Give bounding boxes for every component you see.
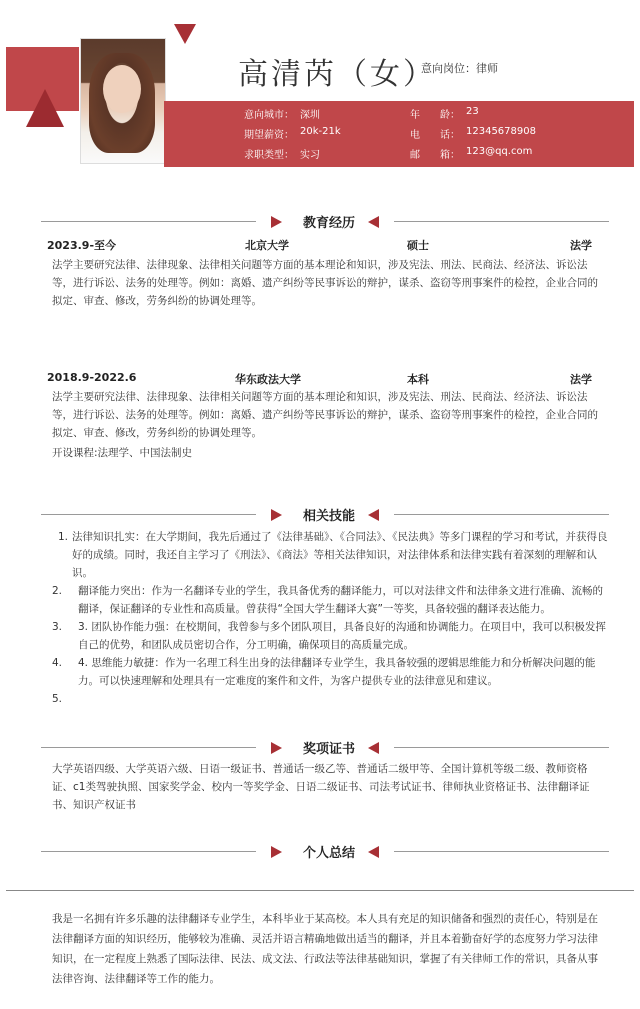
section-rule-left bbox=[41, 221, 256, 222]
candidate-name: 高清芮（女） bbox=[238, 57, 436, 92]
edu-major: 法学 bbox=[570, 373, 592, 386]
skill-number: 1. bbox=[58, 531, 69, 543]
skill-text: 3. 团队协作能力强：在校期间，我曾参与多个团队项目，具备良好的沟通和协调能力。在项目中，我可以积极发挥自己的优势，和团队成员密切合作，分工明确，确保项目的高质量完成。 bbox=[78, 621, 606, 651]
skill-item bbox=[52, 582, 612, 618]
edu-degree: 硕士 bbox=[407, 239, 429, 252]
phone-value: 12345678908 bbox=[466, 126, 536, 137]
email-value: 123@qq.com bbox=[466, 146, 533, 157]
section-title: 奖项证书 bbox=[302, 742, 355, 757]
triangle-left-icon bbox=[368, 742, 379, 754]
skill-item bbox=[52, 618, 612, 654]
info-row-3 bbox=[164, 146, 634, 162]
skill-number: 2. bbox=[52, 585, 63, 597]
profile-photo bbox=[80, 38, 166, 164]
edu-school: 华东政法大学 bbox=[235, 373, 301, 386]
skill-text: 法律知识扎实：在大学期间，我先后通过了《法律基础》、《合同法》、《民法典》等多门课程的学习和考试，并获得良好的成绩。同时，我还自主学习了《刑法》、《商法》等相关法律知识，对法律体系和法律实践有着深刻的理解和认识。 bbox=[72, 531, 608, 579]
summary-divider bbox=[6, 890, 634, 891]
education-entry-1-header bbox=[47, 237, 597, 253]
info-row-2 bbox=[164, 126, 634, 142]
edu-period: 2018.9-2022.6 bbox=[47, 371, 137, 384]
header-accent-triangle bbox=[26, 89, 64, 127]
section-rule-right bbox=[394, 221, 609, 222]
age-value: 23 bbox=[466, 106, 479, 117]
section-rule-right bbox=[394, 851, 609, 852]
type-value: 实习 bbox=[300, 150, 320, 161]
salary-value: 20k-21k bbox=[300, 126, 341, 137]
phone-label: 电 话： bbox=[410, 130, 460, 141]
resume-page bbox=[6, 14, 634, 994]
skill-item bbox=[52, 528, 612, 582]
section-title: 教育经历 bbox=[302, 216, 355, 231]
edu-degree: 本科 bbox=[407, 373, 429, 386]
section-rule-left bbox=[41, 514, 256, 515]
skill-item bbox=[52, 654, 612, 690]
skill-number: 5. bbox=[52, 693, 63, 705]
section-rule-left bbox=[41, 851, 256, 852]
intent-value: 律师 bbox=[476, 62, 498, 75]
section-header-awards bbox=[41, 738, 609, 758]
section-rule-right bbox=[394, 514, 609, 515]
section-header-skills bbox=[41, 505, 609, 525]
summary-text: 我是一名拥有许多乐趣的法律翻译专业学生，本科毕业于某高校。本人具有充足的知识储备和强烈的责任心，特别是在法律翻译方面的知识经历，能够较为准确、灵活并语言精确地做出适当的翻译，并且本着勤奋好学的态度努力学习法律知识，在一定程度上熟悉了国际法律、民法、成文法、行政法等法律基础知识，掌握了有关律师工作的常识，具备从事法律咨询、法律翻译等工作的能力。 bbox=[52, 913, 598, 985]
header-top-triangle bbox=[174, 24, 196, 44]
triangle-right-icon bbox=[271, 216, 282, 228]
intent-position bbox=[421, 60, 498, 76]
education-entry-2-header bbox=[47, 371, 597, 387]
section-header-summary bbox=[41, 842, 609, 862]
city-value: 深圳 bbox=[300, 110, 320, 121]
section-title: 个人总结 bbox=[302, 846, 355, 861]
edu-description: 法学主要研究法律、法律现象、法律相关问题等方面的基本理论和知识，涉及宪法、刑法、民商法、经济法、诉讼法等，进行诉讼、法务的处理等。例如：离婚、遗产纠纷等民事诉讼的辩护，谋杀、盗窃等刑事案件的检控，企业合同的拟定、审查、修改，劳务纠纷的协调处理等。 bbox=[52, 391, 598, 439]
skills-list bbox=[52, 528, 612, 708]
triangle-right-icon bbox=[271, 846, 282, 858]
info-bar bbox=[164, 101, 634, 167]
photo-face bbox=[103, 65, 141, 113]
edu-major: 法学 bbox=[570, 239, 592, 252]
section-rule-left bbox=[41, 747, 256, 748]
triangle-right-icon bbox=[271, 509, 282, 521]
triangle-left-icon bbox=[368, 216, 379, 228]
age-label: 年 龄： bbox=[410, 110, 460, 121]
triangle-left-icon bbox=[368, 509, 379, 521]
skill-number: 4. bbox=[52, 657, 63, 669]
triangle-left-icon bbox=[368, 846, 379, 858]
triangle-right-icon bbox=[271, 742, 282, 754]
section-rule-right bbox=[394, 747, 609, 748]
edu-courses: 开设课程:法理学、中国法制史 bbox=[52, 447, 193, 459]
awards-list: 大学英语四级、大学英语六级、日语一级证书、普通话一级乙等、普通话二级甲等、全国计算机等级二级、教师资格证、c1类驾驶执照、国家奖学金、校内一等奖学金、日语二级证书、司法考试证书、律师执业资格证书、法律翻译证书、知识产权证书 bbox=[52, 763, 590, 811]
city-label: 意向城市： bbox=[244, 110, 294, 121]
section-title: 相关技能 bbox=[302, 509, 355, 524]
salary-label: 期望薪资： bbox=[244, 130, 294, 141]
edu-school: 北京大学 bbox=[245, 239, 289, 252]
skill-number: 3. bbox=[52, 621, 63, 633]
intent-label: 意向岗位： bbox=[421, 62, 476, 75]
skill-text: 4. 思维能力敏捷：作为一名理工科生出身的法律翻译专业学生，我具备较强的逻辑思维能力和分析解决问题的能力。可以快速理解和处理具有一定难度的案件和文件，为客户提供专业的法律意见和建议。 bbox=[78, 657, 596, 687]
edu-description: 法学主要研究法律、法律现象、法律相关问题等方面的基本理论和知识，涉及宪法、刑法、民商法、经济法、诉讼法等，进行诉讼、法务的处理等。例如：离婚、遗产纠纷等民事诉讼的辩护，谋杀、盗窃等刑事案件的检控，企业合同的拟定、审查、修改，劳务纠纷的协调处理等。 bbox=[52, 259, 598, 307]
type-label: 求职类型： bbox=[244, 150, 294, 161]
skill-text: 翻译能力突出：作为一名翻译专业的学生，我具备优秀的翻译能力，可以对法律文件和法律条文进行准确、流畅的翻译，保证翻译的专业性和高质量。曾获得“全国大学生翻译大赛”一等奖，具备较强的翻译表达能力。 bbox=[78, 585, 603, 615]
section-header-education bbox=[41, 212, 609, 232]
info-row-1 bbox=[164, 106, 634, 122]
skill-item bbox=[52, 690, 612, 708]
email-label: 邮 箱： bbox=[410, 150, 460, 161]
edu-period: 2023.9-至今 bbox=[47, 239, 117, 252]
